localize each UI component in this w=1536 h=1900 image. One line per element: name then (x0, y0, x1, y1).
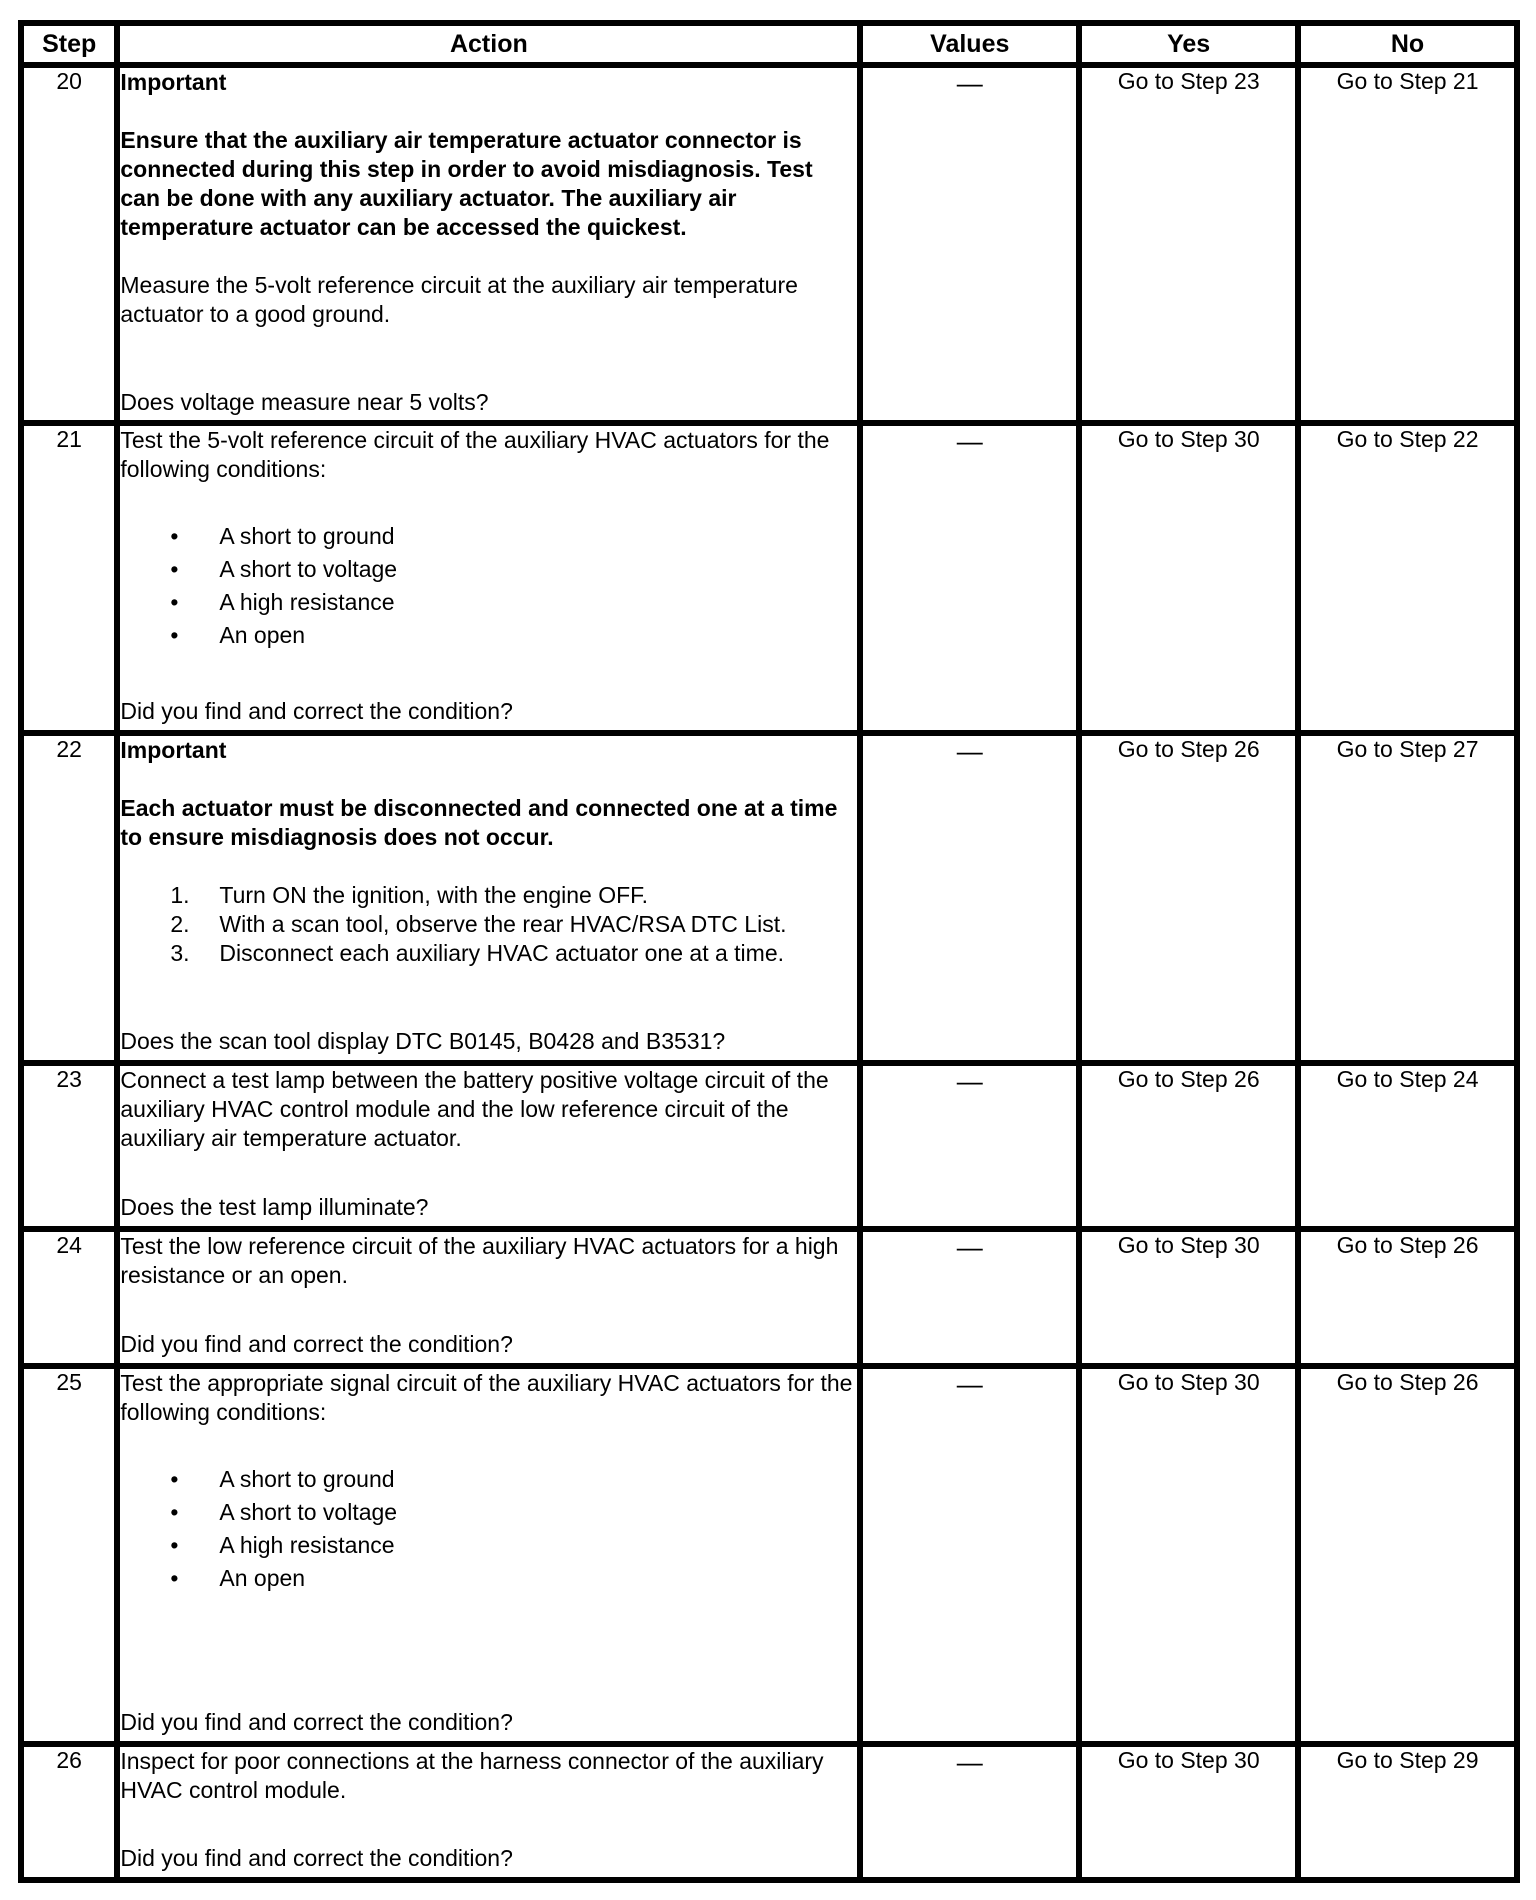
table-row-step-26 (21, 1744, 1517, 1880)
yes-cell: Go to Step 26 (1079, 1063, 1298, 1229)
list-item: • A high resistance (120, 586, 857, 619)
list-item: • A short to voltage (120, 1496, 857, 1529)
header-action: Action (117, 23, 860, 65)
values-cell: — (860, 733, 1079, 1063)
action-cell (117, 1744, 860, 1880)
list-item: • A high resistance (120, 1529, 857, 1562)
list-item: • A short to ground (120, 520, 857, 553)
instruction-text: Test the 5-volt reference circuit of the auxiliary HVAC actuators for the following conditions: (120, 427, 830, 482)
step-number: 21 (21, 423, 117, 733)
list-item: 2. With a scan tool, observe the rear HVAC/RSA DTC List. (170, 911, 787, 937)
question-text: Does the test lamp illuminate? (120, 1194, 429, 1220)
diagnostic-steps-table (18, 20, 1520, 1883)
action-cell (117, 65, 860, 423)
yes-cell: Go to Step 30 (1079, 1366, 1298, 1744)
no-cell: Go to Step 21 (1298, 65, 1517, 423)
yes-cell: Go to Step 30 (1079, 423, 1298, 733)
table-row-step-23 (21, 1063, 1517, 1229)
instruction-text: Inspect for poor connections at the harness connector of the auxiliary HVAC control module. (120, 1748, 824, 1803)
action-cell (117, 1229, 860, 1366)
values-cell: — (860, 1063, 1079, 1229)
instruction-text: Test the low reference circuit of the auxiliary HVAC actuators for a high resistance or an open. (120, 1233, 839, 1288)
list-item: • An open (120, 619, 857, 652)
action-cell (117, 423, 860, 733)
question-text: Does voltage measure near 5 volts? (120, 389, 489, 415)
list-item: 3. Disconnect each auxiliary HVAC actuator one at a time. (170, 940, 784, 966)
instruction-text: Measure the 5-volt reference circuit at the auxiliary air temperature actuator to a good ground. (120, 272, 798, 327)
action-cell (117, 733, 860, 1063)
table-row-step-24 (21, 1229, 1517, 1366)
list-item: • A short to ground (120, 1463, 857, 1496)
step-number: 25 (21, 1366, 117, 1744)
step-number: 26 (21, 1744, 117, 1880)
yes-cell: Go to Step 23 (1079, 65, 1298, 423)
header-step: Step (21, 23, 117, 65)
condition-list (120, 520, 857, 652)
yes-cell: Go to Step 30 (1079, 1744, 1298, 1880)
step-number: 20 (21, 65, 117, 423)
values-cell: — (860, 423, 1079, 733)
no-cell: Go to Step 27 (1298, 733, 1517, 1063)
step-number: 24 (21, 1229, 117, 1366)
values-cell: — (860, 65, 1079, 423)
step-number: 23 (21, 1063, 117, 1229)
no-cell: Go to Step 29 (1298, 1744, 1517, 1880)
procedure-list (120, 881, 857, 968)
table-row-step-22 (21, 733, 1517, 1063)
step-number: 22 (21, 733, 117, 1063)
question-text: Did you find and correct the condition? (120, 1845, 513, 1871)
header-no: No (1298, 23, 1517, 65)
question-text: Did you find and correct the condition? (120, 698, 513, 724)
table-row-step-25 (21, 1366, 1517, 1744)
action-cell (117, 1366, 860, 1744)
condition-list (120, 1463, 857, 1595)
values-cell: — (860, 1744, 1079, 1880)
list-item: 1. Turn ON the ignition, with the engine OFF. (170, 882, 649, 908)
table-row-step-21 (21, 423, 1517, 733)
header-yes: Yes (1079, 23, 1298, 65)
instruction-text: Connect a test lamp between the battery positive voltage circuit of the auxiliary HVAC control module and the low reference circuit of the auxiliary air temperature actuator. (120, 1067, 829, 1151)
no-cell: Go to Step 26 (1298, 1229, 1517, 1366)
important-note: Each actuator must be disconnected and connected one at a time to ensure misdiagnosis does not occur. (120, 795, 838, 850)
question-text: Did you find and correct the condition? (120, 1331, 513, 1357)
question-text: Does the scan tool display DTC B0145, B0428 and B3531? (120, 1028, 726, 1054)
header-row (21, 23, 1517, 65)
values-cell: — (860, 1366, 1079, 1744)
values-cell: — (860, 1229, 1079, 1366)
instruction-text: Test the appropriate signal circuit of the auxiliary HVAC actuators for the following conditions: (120, 1370, 853, 1425)
action-cell (117, 1063, 860, 1229)
table-row-step-20 (21, 65, 1517, 423)
header-values: Values (860, 23, 1079, 65)
important-note: Ensure that the auxiliary air temperature actuator connector is connected during this step in order to avoid misdiagnosis. Test can be done with any auxiliary actuator. The auxiliary air temperature actuator can be accessed the quickest. (120, 127, 813, 240)
important-heading: Important (120, 737, 227, 763)
list-item: • An open (120, 1562, 857, 1595)
yes-cell: Go to Step 26 (1079, 733, 1298, 1063)
no-cell: Go to Step 24 (1298, 1063, 1517, 1229)
list-item: • A short to voltage (120, 553, 857, 586)
important-heading: Important (120, 69, 227, 95)
no-cell: Go to Step 22 (1298, 423, 1517, 733)
yes-cell: Go to Step 30 (1079, 1229, 1298, 1366)
question-text: Did you find and correct the condition? (120, 1709, 513, 1735)
no-cell: Go to Step 26 (1298, 1366, 1517, 1744)
